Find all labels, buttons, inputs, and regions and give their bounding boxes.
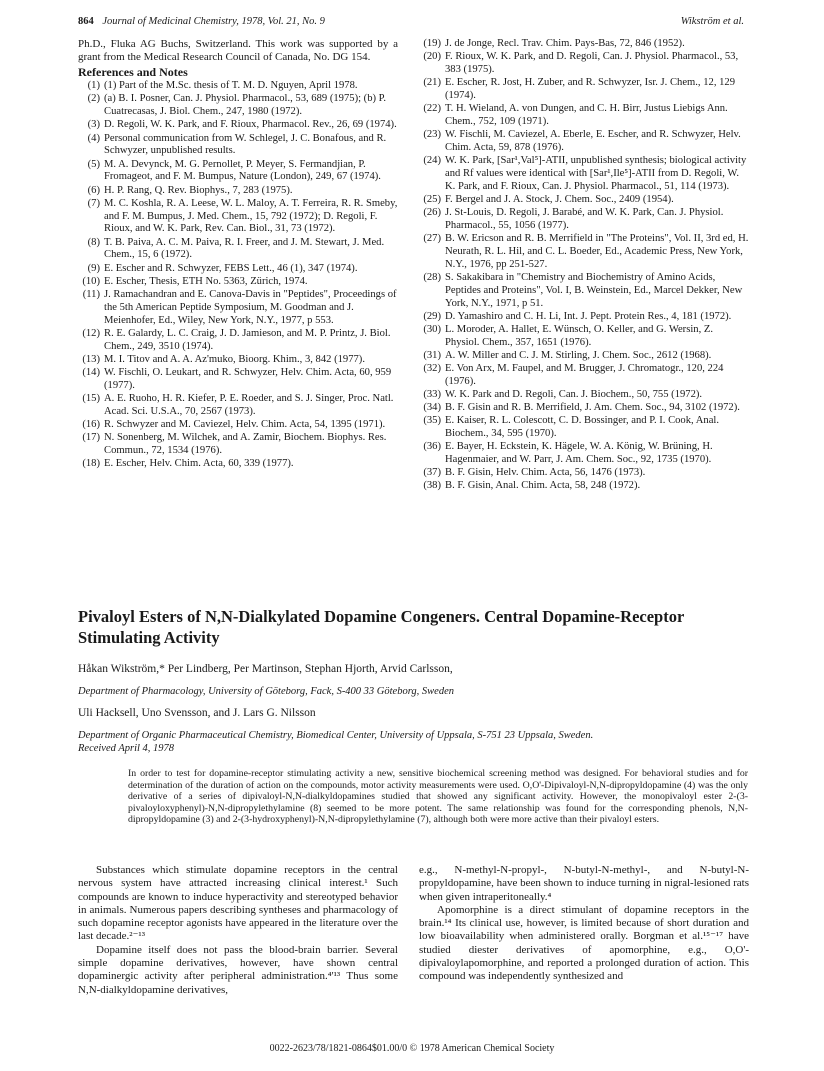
- reference-item: [419, 311, 749, 324]
- reference-text: L. Moroder, A. Hallet, E. Wünsch, O. Keller, and G. Wersin, Z. Physiol. Chem., 357, 1651 (1976).: [445, 324, 713, 348]
- reference-number: (5): [87, 158, 100, 170]
- reference-text: S. Sakakibara in "Chemistry and Biochemistry of Amino Acids, Peptides and Proteins", Vol. I, B. Weinstein, Ed., Marcel Dekker, New York, N.Y., 1971, p 51.: [445, 272, 743, 309]
- reference-text: M. C. Koshla, R. A. Leese, W. L. Maloy, A. T. Ferreira, R. R. Smeby, and F. M. Bumpus, J. Med. Chem., 15, 792 (1972); D. Regoli, F. Rioux, and W. K. Park, Rev. Can. Biol., 31, 73 (1972).: [104, 197, 398, 235]
- author-list-1: Håkan Wikström,* Per Lindberg, Per Martinson, Stephan Hjorth, Arvid Carlsson,: [78, 663, 453, 675]
- reference-number: (31): [423, 350, 441, 361]
- reference-item: [419, 155, 749, 194]
- reference-text: E. Escher, Helv. Chim. Acta, 60, 339 (1977).: [104, 457, 294, 469]
- reference-number: (6): [87, 184, 100, 196]
- reference-item: [419, 363, 749, 389]
- reference-number: (12): [82, 327, 100, 339]
- copyright-footer: 0022-2623/78/1821-0864$01.00/0 © 1978 American Chemical Society: [269, 1043, 555, 1054]
- reference-number: (17): [82, 431, 100, 443]
- affiliation-2: [78, 729, 758, 755]
- reference-text: E. Escher, R. Jost, H. Zuber, and R. Schwyzer, Isr. J. Chem., 12, 129 (1974).: [445, 77, 736, 101]
- reference-item: [419, 441, 749, 467]
- reference-item: [419, 207, 749, 233]
- reference-text: B. W. Ericson and R. B. Merrifield in "The Proteins", Vol. II, 3rd ed, H. Neurath, R. L. Hil, and C. L. Boeder, Ed., Academic Press, New York, N.Y., 1976, pp 251-527.: [445, 233, 749, 270]
- reference-text: W. Fischli, M. Caviezel, A. Eberle, E. Escher, and R. Schwyzer, Helv. Chim. Acta, 59, 878 (1976).: [445, 129, 741, 153]
- article-title: Pivaloyl Esters of N,N-Dialkylated Dopamine Congeners. Central Dopamine-Receptor Stimulating Activity: [78, 607, 685, 647]
- reference-item: [78, 393, 398, 419]
- reference-text: D. Regoli, W. K. Park, and F. Rioux, Pharmacol. Rev., 26, 69 (1974).: [104, 119, 397, 131]
- reference-number: (38): [423, 480, 441, 492]
- reference-number: (36): [423, 441, 441, 453]
- reference-number: (19): [423, 38, 441, 49]
- reference-number: (30): [423, 324, 441, 335]
- reference-text: R. Schwyzer and M. Caviezel, Helv. Chim. Acta, 54, 1395 (1971).: [104, 418, 386, 430]
- reference-text: D. Yamashiro and C. H. Li, Int. J. Pept. Protein Res., 4, 181 (1972).: [445, 310, 732, 322]
- reference-text: A. E. Ruoho, H. R. Kiefer, P. E. Roeder, and S. J. Singer, Proc. Natl. Acad. Sci. U.S.A., 70, 2567 (1973).: [104, 392, 394, 417]
- reference-number: (32): [423, 363, 441, 375]
- reference-number: (2): [87, 93, 100, 105]
- reference-text: W. K. Park and D. Regoli, Can. J. Biochem., 50, 755 (1972).: [445, 389, 703, 401]
- reference-item: [78, 93, 398, 119]
- running-authors: Wikström et al.: [680, 16, 744, 27]
- reference-text: J. Ramachandran and E. Canova-Davis in "Peptides", Proceedings of the 5th American Peptide Symposium, M. Goodman and J. Meienhofer, Ed., Wiley, New York, N.Y., 1977, p 553.: [104, 288, 397, 326]
- reference-text: E. Escher, Thesis, ETH No. 5363, Zürich, 1974.: [104, 275, 308, 287]
- reference-item: [78, 80, 398, 93]
- reference-item: [419, 415, 749, 441]
- reference-item: [78, 198, 398, 237]
- reference-item: [419, 402, 749, 415]
- reference-item: [419, 194, 749, 207]
- reference-number: (25): [423, 194, 441, 205]
- references-left-column: [78, 38, 398, 471]
- reference-text: T. H. Wieland, A. von Dungen, and C. H. Birr, Justus Liebigs Ann. Chem., 752, 109 (1971).: [445, 103, 728, 127]
- reference-text: M. I. Titov and A. A. Az'muko, Bioorg. Khim., 3, 842 (1977).: [104, 353, 365, 365]
- reference-item: [419, 51, 749, 77]
- reference-number: (9): [87, 262, 100, 274]
- reference-item: [419, 77, 749, 103]
- reference-number: (35): [423, 415, 441, 427]
- reference-number: (16): [82, 418, 100, 430]
- reference-text: Personal communication from W. Schlegel, J. C. Bonafous, and R. Schwyzer, unpublished results.: [104, 132, 387, 157]
- reference-item: [419, 233, 749, 272]
- reference-number: (29): [423, 310, 441, 322]
- reference-number: (18): [82, 457, 100, 469]
- reference-number: (37): [423, 467, 441, 479]
- reference-item: [78, 432, 398, 458]
- reference-text: M. A. Devynck, M. G. Pernollet, P. Meyer, S. Fermandjian, P. Fromageot, and F. M. Bumpus, Nature (London), 249, 67 (1974).: [104, 158, 381, 183]
- reference-number: (10): [82, 275, 100, 287]
- reference-item: [419, 324, 749, 350]
- reference-text: J. St-Louis, D. Regoli, J. Barabé, and W. K. Park, Can. J. Physiol. Pharmacol., 55, 1056 (1977).: [445, 207, 724, 231]
- reference-item: [78, 367, 398, 393]
- reference-number: (28): [423, 272, 441, 283]
- author-list-2: Uli Hacksell, Uno Svensson, and J. Lars G. Nilsson: [78, 707, 316, 719]
- references-right-column: [419, 38, 749, 493]
- reference-text: T. B. Paiva, A. C. M. Paiva, R. I. Freer, and J. M. Stewart, J. Med. Chem., 15, 6 (1972).: [104, 236, 385, 261]
- reference-item: [78, 354, 398, 367]
- reference-item: [78, 185, 398, 198]
- reference-item: [78, 458, 398, 471]
- reference-text: F. Rioux, W. K. Park, and D. Regoli, Can. J. Physiol. Pharmacol., 53, 383 (1975).: [445, 51, 739, 75]
- reference-text: W. Fischli, O. Leukart, and R. Schwyzer, Helv. Chim. Acta, 60, 959 (1977).: [104, 366, 392, 391]
- reference-number: (4): [87, 132, 100, 144]
- reference-item: [419, 467, 749, 480]
- reference-item: [419, 129, 749, 155]
- reference-number: (26): [423, 207, 441, 219]
- journal-citation: Journal of Medicinal Chemistry, 1978, Vol. 21, No. 9: [102, 16, 325, 27]
- reference-text: F. Bergel and J. A. Stock, J. Chem. Soc., 2409 (1954).: [445, 194, 674, 205]
- reference-text: B. F. Gisin and R. B. Merrifield, J. Am. Chem. Soc., 94, 3102 (1972).: [445, 402, 740, 414]
- reference-item: [78, 119, 398, 132]
- reference-item: [419, 350, 749, 363]
- reference-number: (1): [87, 80, 100, 92]
- reference-number: (21): [423, 77, 441, 89]
- reference-text: (1) Part of the M.Sc. thesis of T. M. D. Nguyen, April 1978.: [104, 80, 358, 92]
- reference-text: J. de Jonge, Recl. Trav. Chim. Pays-Bas, 72, 846 (1952).: [445, 38, 685, 49]
- reference-item: [419, 272, 749, 311]
- reference-item: [419, 38, 749, 51]
- reference-item: [78, 237, 398, 263]
- reference-text: E. Kaiser, R. L. Colescott, C. D. Bossinger, and P. I. Cook, Anal. Biochem., 34, 595 (1970).: [445, 415, 719, 440]
- abstract: In order to test for dopamine-receptor stimulating activity a new, sensitive biochemical screening method was designed. For behavioral studies and for determination of the duration of action on the compounds, motor activity measurements were used. O,O'-Dipivaloyl-N,N-dipropyldopamine (4) was the only derivative of a series of dipivaloyl-N,N-dialkyldopamines studied that showed any significant activity. However, the monopivaloyl ester 2-(3-pivaloyloxyphenyl)-N,N-dipropylethylamine (8) seemed to be more potent. The same relationship was found for the corresponding phenols, N,N-dipropyldopamine (3) and 2-(3-hydroxyphenyl)-N,N-dipropylethylamine (7), although both were more active than their pivaloyl esters.: [128, 768, 748, 826]
- reference-list-right: [419, 38, 749, 493]
- reference-text: E. Escher and R. Schwyzer, FEBS Lett., 46 (1), 347 (1974).: [104, 262, 358, 274]
- running-head: [78, 16, 744, 32]
- body-paragraph: Apomorphine is a direct stimulant of dopamine receptors in the brain.¹⁴ Its clinical use, however, is limited because of short duration and low bioavailability when administered orally. Borgman et al.¹⁵⁻¹⁷ have studied diester derivatives of apomorphine, e.g., O,O'-dipivaloylapomorphine, and reported a prolonged duration of action. This compound was independently synthesized and: [419, 903, 749, 983]
- reference-number: (23): [423, 129, 441, 141]
- body-paragraph: e.g., N-methyl-N-propyl-, N-butyl-N-methyl-, and N-butyl-N-propyldopamine, have been shown to induce turning in nigral-lesioned rats when given intraperitoneally.⁴: [419, 864, 749, 903]
- page-number: 864: [78, 16, 94, 27]
- reference-text: R. E. Galardy, L. C. Craig, J. D. Jamieson, and M. P. Printz, J. Biol. Chem., 249, 3510 (1974).: [104, 327, 391, 352]
- reference-number: (34): [423, 402, 441, 414]
- reference-number: (33): [423, 389, 441, 401]
- reference-number: (27): [423, 233, 441, 245]
- affiliation-1: Department of Pharmacology, University of Göteborg, Fack, S-400 33 Göteborg, Sweden: [78, 686, 454, 697]
- reference-number: (3): [87, 119, 100, 131]
- reference-item: [419, 389, 749, 402]
- reference-text: H. P. Rang, Q. Rev. Biophys., 7, 283 (1975).: [104, 184, 293, 196]
- reference-list-left: [78, 80, 398, 470]
- reference-text: B. F. Gisin, Helv. Chim. Acta, 56, 1476 (1973).: [445, 467, 646, 479]
- body-paragraph: Substances which stimulate dopamine receptors in the central nervous system have attracted increasing clinical interest.¹ Such compounds are known to induce hyperactivity and stereotyped behavior in animals. Numerous papers describing syntheses and pharmacology of such dopamine receptor agonists have appeared in the literature over the last decade.²⁻¹³: [78, 864, 398, 943]
- reference-text: A. W. Miller and C. J. M. Stirling, J. Chem. Soc., 2612 (1968).: [445, 350, 712, 361]
- received-date: Received April 4, 1978: [78, 743, 175, 754]
- body-paragraph: Dopamine itself does not pass the blood-brain barrier. Several simple dopamine derivatives, however, have shown central dopaminergic activity after peripheral administration.⁴'¹³ Thus some N,N-dialkyldopamine derivatives,: [78, 943, 398, 996]
- reference-number: (7): [87, 197, 100, 209]
- reference-number: (22): [423, 103, 441, 115]
- reference-text: B. F. Gisin, Anal. Chim. Acta, 58, 248 (1972).: [445, 480, 641, 492]
- body-text-right: [419, 864, 749, 984]
- references-heading: References and Notes: [78, 65, 188, 80]
- reference-item: [419, 480, 749, 493]
- reference-item: [78, 419, 398, 432]
- reference-item: [78, 159, 398, 185]
- reference-number: (8): [87, 236, 100, 248]
- reference-text: (a) B. I. Posner, Can. J. Physiol. Pharmacol., 53, 689 (1975); (b) P. Cuatrecasas, J. Biol. Chem., 247, 1980 (1972).: [104, 93, 387, 118]
- reference-item: [78, 133, 398, 159]
- reference-number: (14): [82, 366, 100, 378]
- reference-text: N. Sonenberg, M. Wilchek, and A. Zamir, Biochem. Biophys. Res. Commun., 72, 1534 (1976).: [104, 431, 387, 456]
- affiliation-2-text: Department of Organic Pharmaceutical Chemistry, Biomedical Center, University of Uppsala, S-751 23 Uppsala, Sweden.: [78, 730, 594, 741]
- reference-number: (24): [423, 155, 441, 167]
- reference-number: (13): [82, 353, 100, 365]
- reference-text: E. Von Arx, M. Faupel, and M. Brugger, J. Chromatogr., 120, 224 (1976).: [445, 363, 724, 387]
- reference-text: W. K. Park, [Sar¹,Val⁵]-ATII, unpublished synthesis; biological activity and Rf values were identical with [Sar¹,Ile⁵]-ATII from D. Regoli, W. K. Park, and F. Rioux, Can. J. Physiol. Pharmacol., 51, 114 (1973).: [445, 155, 747, 192]
- reference-item: [78, 276, 398, 289]
- reference-item: [78, 328, 398, 354]
- reference-number: (15): [82, 392, 100, 404]
- reference-item: [78, 263, 398, 276]
- reference-number: (20): [423, 51, 441, 63]
- funding-note: Ph.D., Fluka AG Buchs, Switzerland. This work was supported by a grant from the Medical Research Council of Canada, No. DG 154.: [78, 38, 398, 64]
- body-text-left: [78, 864, 398, 997]
- reference-number: (11): [82, 288, 100, 300]
- reference-text: E. Bayer, H. Eckstein, K. Hägele, W. A. König, W. Brüning, H. Hagenmaier, and W. Parr, J. Am. Chem. Soc., 92, 1735 (1970).: [445, 441, 713, 466]
- reference-item: [78, 289, 398, 328]
- reference-item: [419, 103, 749, 129]
